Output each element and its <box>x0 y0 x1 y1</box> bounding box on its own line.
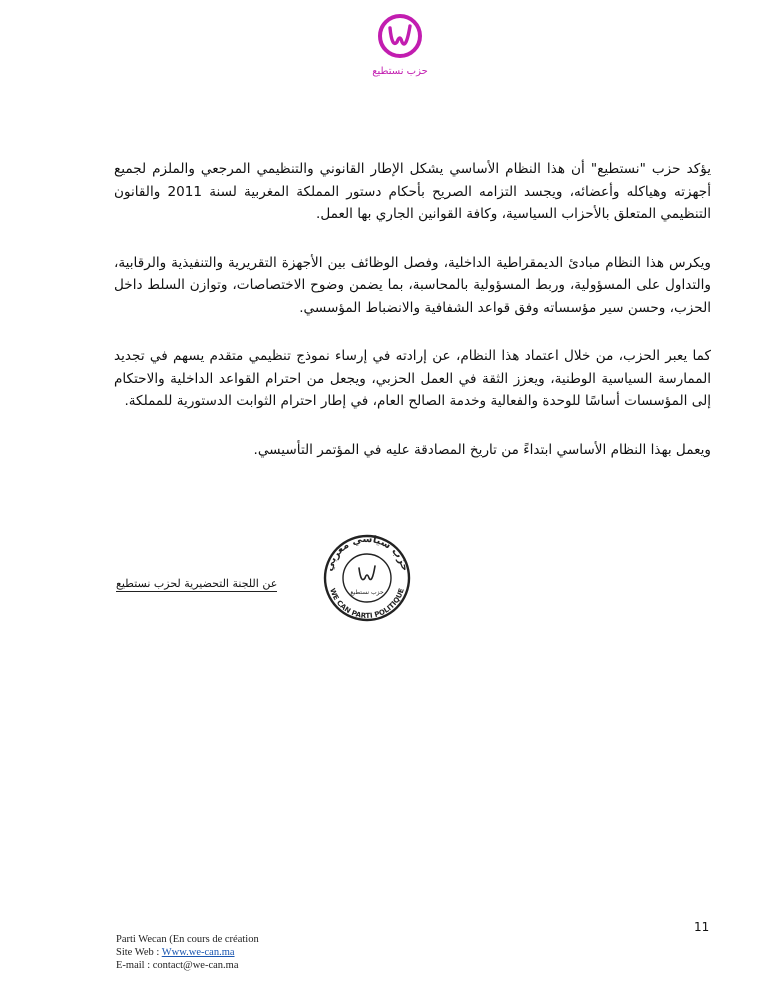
paragraph-4: ويعمل بهذا النظام الأساسي ابتداءً من تاريخ المصادقة عليه في المؤتمر التأسيسي. <box>253 441 711 458</box>
footer-party-line: Parti Wecan (En cours de création <box>116 934 259 945</box>
document-body <box>114 158 711 487</box>
party-logo <box>370 8 430 80</box>
paragraph-2: ويكرس هذا النظام مبادئ الديمقراطية الداخلية، وفصل الوظائف بين الأجهزة التقريرية والتنفيذية والرقابية، والتداول على المسؤولية، وربط المسؤولية بالمحاسبة، بما يضمن وضوح الاختصاصات، وتوازن السلط داخل الحزب، وحسن سير مؤسساته وفق قواعد الشفافية والانضباط المؤسسي. <box>114 254 711 316</box>
svg-text:حزب سياسي مغربي <box>324 534 411 573</box>
stamp-inner-text: حزب نستطيع <box>350 589 384 596</box>
paragraph-3: كما يعبر الحزب، من خلال اعتماد هذا النظام، عن إرادته في إرساء نموذج تنظيمي متقدم يسهم في تجديد الممارسة السياسية الوطنية، ويعزز الثقة في العمل الحزبي، ويجعل من احترام القواعد الداخلية والاحتكام إلى المؤسسات أساسًا للوحدة والفعالية وخدمة الصالح العام، في إطار احترام الثوابت الدستورية للمملكة. <box>114 348 711 409</box>
wecan-logo-icon <box>370 8 430 80</box>
footer-site-link[interactable]: Www.we-can.ma <box>161 947 235 958</box>
footer-email-line: E-mail : contact@we-can.ma <box>116 960 239 971</box>
page-number: 11 <box>694 920 710 934</box>
footer <box>116 933 259 972</box>
stamp-bottom-text: WE CAN PARTI POLITIQUE <box>328 587 406 621</box>
stamp-outer-text: حزب سياسي مغربي <box>323 533 411 573</box>
footer-site-prefix: Site Web : <box>116 947 162 958</box>
paragraph-1: يؤكد حزب "نستطيع" أن هذا النظام الأساسي يشكل الإطار القانوني والتنظيمي المرجعي والملزم لجميع أجهزته وهياكله وأعضائه، ويجسد التزامه الصريح بأحكام دستور المملكة المغربية لسنة 2011 والقانون التنظيمي المتعلق بالأحزاب السياسية، وكافة القوانين الجاري بها العمل. <box>114 161 711 222</box>
signature-label: عن اللجنة التحضيرية لحزب نستطيع <box>116 577 278 590</box>
stamp-seal-icon <box>317 532 417 622</box>
party-stamp <box>317 532 417 622</box>
logo-text: حزب نستطيع <box>372 66 428 77</box>
footer-site-line <box>116 946 259 959</box>
